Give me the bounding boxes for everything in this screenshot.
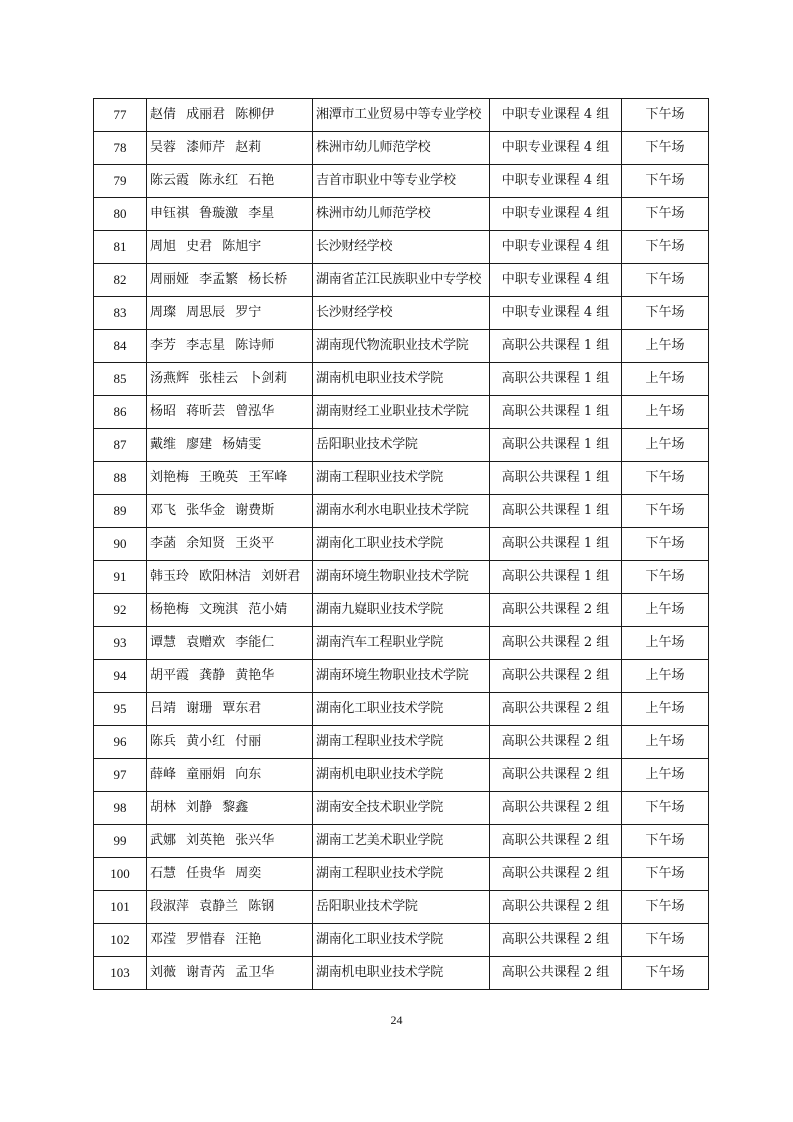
course-group-cell: 高职公共课程 1 组 [490, 429, 622, 462]
table-row [94, 231, 709, 264]
entry-number-cell: 96 [94, 726, 147, 759]
table-row [94, 330, 709, 363]
session-time-cell: 下午场 [622, 462, 709, 495]
school-name-cell: 岳阳职业技术学院 [313, 891, 490, 924]
course-group-cell: 高职公共课程 1 组 [490, 330, 622, 363]
table-row [94, 264, 709, 297]
team-members-cell: 段淑萍 袁静兰 陈钢 [147, 891, 313, 924]
session-time-cell: 上午场 [622, 693, 709, 726]
course-group-cell: 高职公共课程 1 组 [490, 528, 622, 561]
session-time-cell: 下午场 [622, 198, 709, 231]
school-name-cell: 湖南工程职业技术学院 [313, 858, 490, 891]
course-group-cell: 中职专业课程 4 组 [490, 264, 622, 297]
course-group-cell: 高职公共课程 2 组 [490, 924, 622, 957]
entry-number-cell: 79 [94, 165, 147, 198]
team-members-cell: 吕靖 谢珊 覃东君 [147, 693, 313, 726]
course-group-cell: 高职公共课程 1 组 [490, 495, 622, 528]
table-row [94, 957, 709, 990]
entry-number-cell: 103 [94, 957, 147, 990]
school-name-cell: 湖南安全技术职业学院 [313, 792, 490, 825]
school-name-cell: 湖南汽车工程职业学院 [313, 627, 490, 660]
session-time-cell: 下午场 [622, 231, 709, 264]
school-name-cell: 岳阳职业技术学院 [313, 429, 490, 462]
table-row [94, 561, 709, 594]
session-time-cell: 下午场 [622, 858, 709, 891]
school-name-cell: 长沙财经学校 [313, 297, 490, 330]
team-members-cell: 周丽娅 李孟繁 杨长桥 [147, 264, 313, 297]
entry-number-cell: 99 [94, 825, 147, 858]
team-members-cell: 周璨 周思辰 罗宁 [147, 297, 313, 330]
table-row [94, 99, 709, 132]
table-row [94, 429, 709, 462]
session-time-cell: 下午场 [622, 495, 709, 528]
school-name-cell: 湖南化工职业技术学院 [313, 528, 490, 561]
table-row [94, 759, 709, 792]
school-name-cell: 湖南机电职业技术学院 [313, 957, 490, 990]
course-group-cell: 中职专业课程 4 组 [490, 231, 622, 264]
team-members-cell: 陈云霞 陈永红 石艳 [147, 165, 313, 198]
entry-number-cell: 91 [94, 561, 147, 594]
course-group-cell: 高职公共课程 1 组 [490, 561, 622, 594]
team-members-cell: 韩玉玲 欧阳林洁 刘妍君 [147, 561, 313, 594]
roster-table-body [94, 99, 709, 990]
table-row [94, 396, 709, 429]
table-row [94, 297, 709, 330]
team-members-cell: 邓滢 罗惜春 汪艳 [147, 924, 313, 957]
table-row [94, 693, 709, 726]
course-group-cell: 高职公共课程 2 组 [490, 627, 622, 660]
team-members-cell: 刘艳梅 王晚英 王军峰 [147, 462, 313, 495]
course-group-cell: 中职专业课程 4 组 [490, 198, 622, 231]
entry-number-cell: 78 [94, 132, 147, 165]
course-group-cell: 高职公共课程 2 组 [490, 792, 622, 825]
entry-number-cell: 82 [94, 264, 147, 297]
team-members-cell: 汤燕辉 张桂云 卜剑莉 [147, 363, 313, 396]
session-time-cell: 上午场 [622, 363, 709, 396]
team-members-cell: 周旭 史君 陈旭宇 [147, 231, 313, 264]
team-members-cell: 申钰祺 鲁璇激 李星 [147, 198, 313, 231]
team-members-cell: 陈兵 黄小红 付丽 [147, 726, 313, 759]
team-members-cell: 杨昭 蒋昕芸 曾泓华 [147, 396, 313, 429]
course-group-cell: 高职公共课程 2 组 [490, 693, 622, 726]
session-time-cell: 下午场 [622, 561, 709, 594]
school-name-cell: 湖南工程职业技术学院 [313, 726, 490, 759]
entry-number-cell: 87 [94, 429, 147, 462]
course-group-cell: 高职公共课程 2 组 [490, 726, 622, 759]
page-number: 24 [390, 1013, 403, 1027]
roster-table [93, 98, 709, 990]
team-members-cell: 刘薇 谢青芮 孟卫华 [147, 957, 313, 990]
course-group-cell: 高职公共课程 2 组 [490, 660, 622, 693]
course-group-cell: 高职公共课程 2 组 [490, 594, 622, 627]
school-name-cell: 湖南机电职业技术学院 [313, 759, 490, 792]
course-group-cell: 高职公共课程 1 组 [490, 462, 622, 495]
school-name-cell: 株洲市幼儿师范学校 [313, 198, 490, 231]
team-members-cell: 戴维 廖建 杨婧雯 [147, 429, 313, 462]
session-time-cell: 上午场 [622, 429, 709, 462]
school-name-cell: 湖南环境生物职业技术学院 [313, 660, 490, 693]
entry-number-cell: 93 [94, 627, 147, 660]
team-members-cell: 吴蓉 漆师芹 赵莉 [147, 132, 313, 165]
course-group-cell: 高职公共课程 2 组 [490, 957, 622, 990]
team-members-cell: 石慧 任贵华 周奕 [147, 858, 313, 891]
entry-number-cell: 101 [94, 891, 147, 924]
course-group-cell: 高职公共课程 1 组 [490, 363, 622, 396]
entry-number-cell: 95 [94, 693, 147, 726]
school-name-cell: 湖南化工职业技术学院 [313, 693, 490, 726]
session-time-cell: 上午场 [622, 726, 709, 759]
entry-number-cell: 86 [94, 396, 147, 429]
course-group-cell: 中职专业课程 4 组 [490, 297, 622, 330]
table-row [94, 462, 709, 495]
team-members-cell: 邓飞 张华金 谢费斯 [147, 495, 313, 528]
school-name-cell: 湖南化工职业技术学院 [313, 924, 490, 957]
table-row [94, 594, 709, 627]
school-name-cell: 湖南现代物流职业技术学院 [313, 330, 490, 363]
entry-number-cell: 89 [94, 495, 147, 528]
session-time-cell: 下午场 [622, 957, 709, 990]
session-time-cell: 下午场 [622, 132, 709, 165]
table-row [94, 363, 709, 396]
table-row [94, 132, 709, 165]
table-row [94, 891, 709, 924]
entry-number-cell: 102 [94, 924, 147, 957]
school-name-cell: 湖南水利水电职业技术学院 [313, 495, 490, 528]
school-name-cell: 吉首市职业中等专业学校 [313, 165, 490, 198]
session-time-cell: 下午场 [622, 891, 709, 924]
team-members-cell: 谭慧 袁赠欢 李能仁 [147, 627, 313, 660]
session-time-cell: 上午场 [622, 759, 709, 792]
team-members-cell: 杨艳梅 文琬淇 范小婧 [147, 594, 313, 627]
session-time-cell: 下午场 [622, 924, 709, 957]
team-members-cell: 武娜 刘英艳 张兴华 [147, 825, 313, 858]
table-row [94, 825, 709, 858]
course-group-cell: 高职公共课程 1 组 [490, 396, 622, 429]
table-row [94, 198, 709, 231]
team-members-cell: 赵倩 成丽君 陈柳伊 [147, 99, 313, 132]
course-group-cell: 中职专业课程 4 组 [490, 132, 622, 165]
entry-number-cell: 84 [94, 330, 147, 363]
entry-number-cell: 97 [94, 759, 147, 792]
school-name-cell: 长沙财经学校 [313, 231, 490, 264]
entry-number-cell: 90 [94, 528, 147, 561]
team-members-cell: 薛峰 童丽娟 向东 [147, 759, 313, 792]
entry-number-cell: 88 [94, 462, 147, 495]
session-time-cell: 上午场 [622, 627, 709, 660]
session-time-cell: 下午场 [622, 792, 709, 825]
entry-number-cell: 85 [94, 363, 147, 396]
school-name-cell: 湖南九嶷职业技术学院 [313, 594, 490, 627]
team-members-cell: 胡平霞 龚静 黄艳华 [147, 660, 313, 693]
course-group-cell: 高职公共课程 2 组 [490, 759, 622, 792]
school-name-cell: 湖南省芷江民族职业中专学校 [313, 264, 490, 297]
session-time-cell: 下午场 [622, 297, 709, 330]
entry-number-cell: 83 [94, 297, 147, 330]
table-row [94, 528, 709, 561]
team-members-cell: 李芳 李志星 陈诗师 [147, 330, 313, 363]
course-group-cell: 中职专业课程 4 组 [490, 165, 622, 198]
entry-number-cell: 80 [94, 198, 147, 231]
table-row [94, 660, 709, 693]
session-time-cell: 下午场 [622, 99, 709, 132]
course-group-cell: 中职专业课程 4 组 [490, 99, 622, 132]
table-row [94, 858, 709, 891]
school-name-cell: 湖南机电职业技术学院 [313, 363, 490, 396]
table-row [94, 726, 709, 759]
course-group-cell: 高职公共课程 2 组 [490, 858, 622, 891]
entry-number-cell: 92 [94, 594, 147, 627]
school-name-cell: 湖南工程职业技术学院 [313, 462, 490, 495]
session-time-cell: 下午场 [622, 264, 709, 297]
entry-number-cell: 81 [94, 231, 147, 264]
team-members-cell: 李菡 余知贤 王炎平 [147, 528, 313, 561]
school-name-cell: 湖南环境生物职业技术学院 [313, 561, 490, 594]
session-time-cell: 上午场 [622, 594, 709, 627]
entry-number-cell: 100 [94, 858, 147, 891]
session-time-cell: 上午场 [622, 396, 709, 429]
session-time-cell: 上午场 [622, 330, 709, 363]
session-time-cell: 上午场 [622, 660, 709, 693]
entry-number-cell: 94 [94, 660, 147, 693]
table-row [94, 792, 709, 825]
team-members-cell: 胡林 刘静 黎鑫 [147, 792, 313, 825]
table-row [94, 495, 709, 528]
course-group-cell: 高职公共课程 2 组 [490, 891, 622, 924]
session-time-cell: 下午场 [622, 825, 709, 858]
table-row [94, 627, 709, 660]
table-row [94, 924, 709, 957]
school-name-cell: 湖南财经工业职业技术学院 [313, 396, 490, 429]
session-time-cell: 下午场 [622, 528, 709, 561]
entry-number-cell: 98 [94, 792, 147, 825]
table-row [94, 165, 709, 198]
session-time-cell: 下午场 [622, 165, 709, 198]
entry-number-cell: 77 [94, 99, 147, 132]
school-name-cell: 湖南工艺美术职业学院 [313, 825, 490, 858]
school-name-cell: 株洲市幼儿师范学校 [313, 132, 490, 165]
course-group-cell: 高职公共课程 2 组 [490, 825, 622, 858]
school-name-cell: 湘潭市工业贸易中等专业学校 [313, 99, 490, 132]
